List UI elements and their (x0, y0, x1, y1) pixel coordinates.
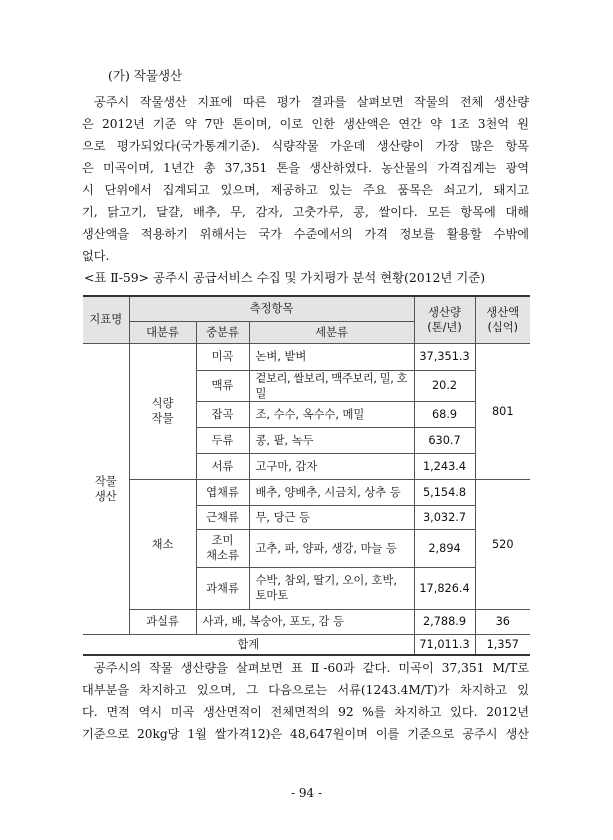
middle-cell: 과채류 (196, 567, 249, 609)
text-line: 기준으로 20kg당 1월 쌀가격12)은 48,647원이며 이를 기준으로 공주시 생산 (82, 727, 529, 741)
detail-cell: 무, 당근 등 (249, 505, 414, 529)
detail-cell: 배추, 양배추, 시금치, 상추 등 (249, 479, 414, 505)
text-line: 공주시 작물생산 지표에 따른 평가 결과를 살펴보면 작물의 전체 생산량 (94, 95, 529, 109)
paragraph-2 (82, 657, 529, 745)
table-caption: <표 Ⅱ-59> 공주시 공급서비스 수집 및 가치평가 분석 현황(2012년 기준) (84, 270, 486, 285)
detail-cell: 고구마, 감자 (249, 453, 414, 479)
middle-cell: 근채류 (196, 505, 249, 529)
production-cell: 1,243.4 (414, 453, 475, 479)
section-heading: (가) 작물생산 (108, 68, 183, 83)
header-indicator: 지표명 (83, 296, 129, 343)
total-production: 71,011.3 (414, 634, 475, 655)
header-production: 생산량 (톤/년) (414, 296, 475, 343)
detail-cell: 콩, 팥, 녹두 (249, 427, 414, 453)
text-line: 기, 닭고기, 달걀, 배추, 무, 감자, 고춧가루, 콩, 쌀이다. 모든 항목에 대해 (82, 205, 529, 219)
production-cell: 3,032.7 (414, 505, 475, 529)
production-cell: 630.7 (414, 427, 475, 453)
value-cell: 520 (475, 479, 530, 609)
middle-cell: 맥류 (196, 370, 249, 401)
page-number: - 94 - (290, 786, 322, 800)
middle-cell: 조미 채소류 (196, 529, 249, 567)
production-cell: 2,894 (414, 529, 475, 567)
production-cell: 20.2 (414, 370, 475, 401)
detail-cell: 조, 수수, 옥수수, 메밀 (249, 401, 414, 427)
detail-cell: 논벼, 밭벼 (249, 343, 414, 370)
header-middle: 중분류 (196, 321, 249, 343)
major-food-crops: 식량 작물 (129, 343, 196, 479)
production-cell: 17,826.4 (414, 567, 475, 609)
middle-cell: 엽채류 (196, 479, 249, 505)
text-line: 없다. (82, 249, 110, 263)
text-line: 생산액을 적용하기 위해서는 국가 수준에서의 가격 정보를 활용할 수밖에 (82, 227, 529, 241)
header-detail: 세분류 (249, 321, 414, 343)
text-line: 으로 평가되었다(국가통계기준). 식량작물 가운데 생산량이 가장 많은 항목 (82, 139, 529, 153)
detail-cell: 수박, 참외, 딸기, 오이, 호박, 토마토 (249, 567, 414, 609)
text-line: 은 2012년 기준 약 7만 톤이며, 이로 인한 생산액은 연간 약 1조 3천억 원 (82, 117, 529, 131)
middle-cell: 미곡 (196, 343, 249, 370)
detail-cell: 겉보리, 쌀보리, 맥주보리, 밀, 호밀 (249, 370, 414, 401)
table-row (83, 343, 530, 370)
major-vegetables: 채소 (129, 479, 196, 609)
production-cell: 68.9 (414, 401, 475, 427)
indicator-cell: 작물 생산 (83, 343, 129, 634)
detail-cell: 고추, 파, 양파, 생강, 마늘 등 (249, 529, 414, 567)
header-measure: 측정항목 (129, 296, 414, 321)
table-row (83, 609, 530, 634)
text-line: 시 단위에서 집계되고 있으며, 제공하고 있는 주요 품목은 쇠고기, 돼지고 (82, 183, 529, 197)
text-line: 다. 면적 역시 미곡 생산면적이 전체면적의 92 %를 차지하고 있다. 2012년 (82, 705, 529, 719)
detail-cell: 사과, 배, 복숭아, 포도, 감 등 (196, 609, 414, 634)
table-row (83, 479, 530, 505)
header-value: 생산액 (십억) (475, 296, 530, 343)
middle-cell: 서류 (196, 453, 249, 479)
paragraph-1 (82, 91, 529, 267)
header-major: 대분류 (129, 321, 196, 343)
text-line: 은 미곡이며, 1년간 총 37,351 톤을 생산하였다. 농산물의 가격집계는 광역 (82, 161, 529, 175)
total-value: 1,357 (475, 634, 530, 655)
text-line: 공주시의 작물 생산량을 살펴보면 표 Ⅱ-60과 같다. 미곡이 37,351 M/T로 (94, 661, 529, 675)
crop-production-table (83, 295, 530, 656)
middle-cell: 두류 (196, 427, 249, 453)
value-cell: 36 (475, 609, 530, 634)
value-cell: 801 (475, 343, 530, 479)
total-row (83, 634, 530, 655)
production-cell: 37,351.3 (414, 343, 475, 370)
total-label: 합계 (83, 634, 414, 655)
text-line: 대부분을 차지하고 있으며, 그 다음으로는 서류(1243.4M/T)가 차지하고 있 (82, 683, 529, 697)
production-cell: 5,154.8 (414, 479, 475, 505)
production-cell: 2,788.9 (414, 609, 475, 634)
middle-cell: 잡곡 (196, 401, 249, 427)
major-fruits: 과실류 (129, 609, 196, 634)
